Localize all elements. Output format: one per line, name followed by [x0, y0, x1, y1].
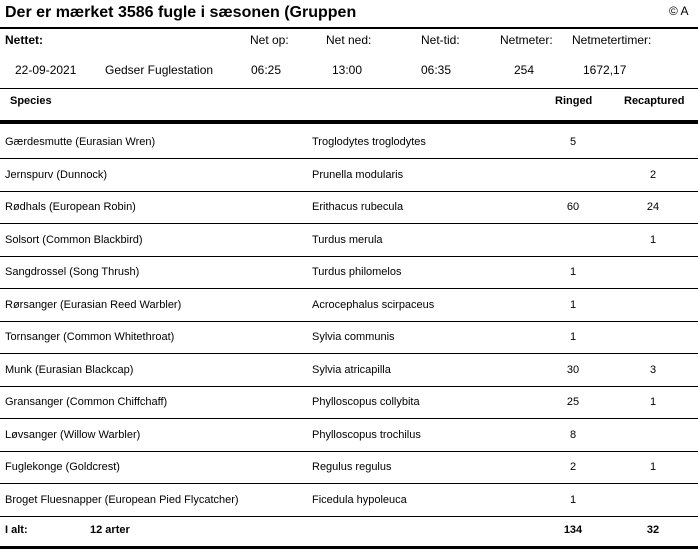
net-ned-value: 13:00 [332, 63, 363, 77]
species-name: Rødhals (European Robin) [5, 201, 136, 213]
table-row [0, 386, 698, 419]
species-latin: Troglodytes troglodytes [312, 136, 426, 148]
totals-label: I alt: [5, 524, 28, 536]
ringed-count: 5 [569, 136, 577, 148]
totals-species-count: 12 arter [90, 524, 130, 536]
recaptured-count: 1 [649, 396, 657, 408]
totals-top-rule [0, 516, 698, 517]
ringed-count: 1 [569, 266, 577, 278]
species-latin: Prunella modularis [312, 169, 404, 181]
species-name: Munk (Eurasian Blackcap) [5, 364, 134, 376]
totals-recaptured: 32 [646, 524, 660, 536]
column-header-recaptured: Recaptured [624, 95, 685, 107]
species-latin: Ficedula hypoleuca [312, 494, 407, 506]
recaptured-count: 1 [649, 234, 657, 246]
table-row [0, 126, 698, 159]
table-row [0, 484, 698, 517]
net-station: Gedser Fuglestation [105, 63, 214, 77]
ringed-count: 1 [569, 331, 577, 343]
recaptured-count: 3 [649, 364, 657, 376]
table-row [0, 159, 698, 192]
species-latin: Sylvia communis [312, 331, 395, 343]
totals-ringed: 134 [563, 524, 583, 536]
species-name: Fuglekonge (Goldcrest) [5, 461, 120, 473]
table-row [0, 419, 698, 452]
ringed-count: 8 [569, 429, 577, 441]
netmetertimer-label: Netmetertimer: [572, 33, 652, 47]
copyright-text: © A [669, 4, 689, 18]
table-row [0, 289, 698, 322]
net-op-value: 06:25 [251, 63, 282, 77]
species-latin: Sylvia atricapilla [312, 364, 391, 376]
table-row [0, 321, 698, 354]
table-row [0, 451, 698, 484]
species-name: Broget Fluesnapper (European Pied Flycatcher) [5, 494, 239, 506]
species-latin: Acrocephalus scirpaceus [312, 299, 435, 311]
net-op-label: Net op: [250, 33, 289, 47]
title-divider [0, 27, 698, 29]
recaptured-count: 1 [649, 461, 657, 473]
ringed-count: 2 [569, 461, 577, 473]
species-latin: Erithacus rubecula [312, 201, 404, 213]
net-ned-label: Net ned: [326, 33, 372, 47]
net-tid-value: 06:35 [421, 63, 452, 77]
ringed-count: 1 [569, 494, 577, 506]
species-name: Jernspurv (Dunnock) [5, 169, 108, 181]
species-latin: Phylloscopus trochilus [312, 429, 421, 441]
species-name: Gransanger (Common Chiffchaff) [5, 396, 168, 408]
species-name: Gærdesmutte (Eurasian Wren) [5, 136, 156, 148]
page-title: Der er mærket 3586 fugle i sæsonen (Gruppen [5, 4, 357, 21]
netmeter-label: Netmeter: [500, 33, 553, 47]
column-header-species: Species [10, 95, 52, 107]
table-row [0, 354, 698, 387]
ringed-count: 30 [566, 364, 580, 376]
ringed-count: 60 [566, 201, 580, 213]
recaptured-count: 24 [646, 201, 660, 213]
column-header-ringed: Ringed [555, 95, 593, 107]
species-latin: Phylloscopus collybita [312, 396, 420, 408]
ringed-count: 25 [566, 396, 580, 408]
table-header-rule [0, 120, 698, 124]
recaptured-count: 2 [649, 169, 657, 181]
species-latin: Regulus regulus [312, 461, 392, 473]
netmetertimer-value: 1672,17 [583, 63, 627, 77]
species-name: Solsort (Common Blackbird) [5, 234, 143, 246]
species-latin: Turdus philomelos [312, 266, 402, 278]
header-divider [0, 88, 698, 89]
netmeter-value: 254 [514, 63, 535, 77]
species-name: Tornsanger (Common Whitethroat) [5, 331, 175, 343]
net-tid-label: Net-tid: [421, 33, 460, 47]
totals-double-rule [0, 546, 698, 549]
species-name: Sangdrossel (Song Thrush) [5, 266, 140, 278]
net-date: 22-09-2021 [15, 63, 77, 77]
species-name: Løvsanger (Willow Warbler) [5, 429, 141, 441]
net-label: Nettet: [5, 33, 43, 47]
table-row [0, 191, 698, 224]
species-name: Rørsanger (Eurasian Reed Warbler) [5, 299, 182, 311]
table-row [0, 256, 698, 289]
table-row [0, 224, 698, 257]
ringed-count: 1 [569, 299, 577, 311]
species-latin: Turdus merula [312, 234, 383, 246]
